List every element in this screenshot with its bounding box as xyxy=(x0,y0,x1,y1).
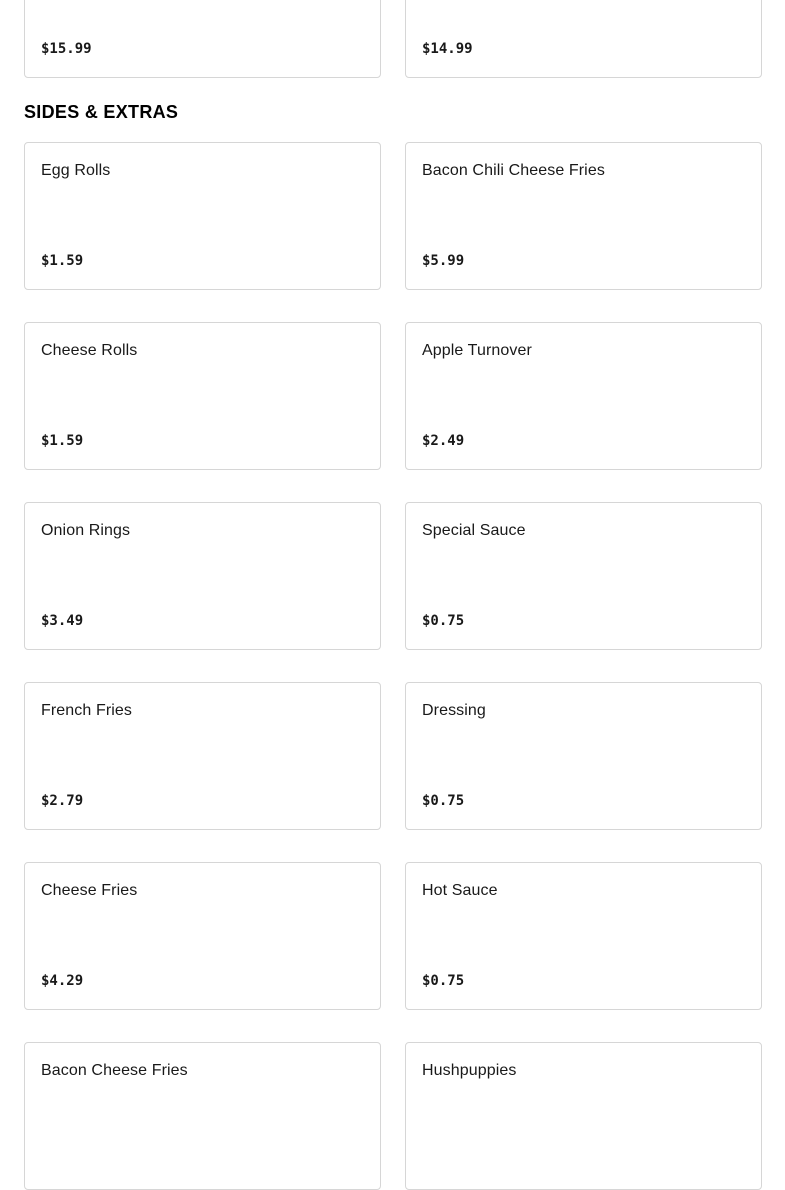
menu-item-price: $1.59 xyxy=(41,433,84,449)
menu-item-name: Dressing xyxy=(422,702,486,719)
menu-item-card[interactable] xyxy=(24,142,381,290)
menu-item-card[interactable] xyxy=(405,1042,762,1190)
section-title: SIDES & EXTRAS xyxy=(24,102,179,122)
menu-item-price: $4.29 xyxy=(41,973,84,989)
menu-item-price: $0.75 xyxy=(422,613,465,629)
menu-item-price: $1.59 xyxy=(41,253,84,269)
menu-item-name: Bacon Cheese Fries xyxy=(41,1062,188,1079)
menu-item-price: $2.79 xyxy=(41,793,84,809)
menu-item-price: $5.99 xyxy=(422,253,465,269)
menu-item-name: Cheese Fries xyxy=(41,882,138,899)
menu-item-card[interactable] xyxy=(405,0,762,78)
menu-item-name: Cheese Rolls xyxy=(41,342,138,359)
menu-item-name: Apple Turnover xyxy=(422,342,532,359)
menu-item-card[interactable] xyxy=(24,0,381,78)
menu-item-card[interactable] xyxy=(24,502,381,650)
menu-item-card[interactable] xyxy=(24,682,381,830)
menu-item-name: French Fries xyxy=(41,702,132,719)
menu-item-price: $0.75 xyxy=(422,973,465,989)
menu-item-name: Egg Rolls xyxy=(41,162,111,179)
menu-item-price: $2.49 xyxy=(422,433,465,449)
menu-item-card[interactable] xyxy=(405,862,762,1010)
menu-item-card[interactable] xyxy=(405,142,762,290)
menu-item-card[interactable] xyxy=(24,322,381,470)
menu-item-price: $15.99 xyxy=(41,41,92,57)
menu-item-name: Special Sauce xyxy=(422,522,526,539)
menu-item-card[interactable] xyxy=(24,862,381,1010)
menu-item-card[interactable] xyxy=(405,682,762,830)
menu-item-name: Hot Sauce xyxy=(422,882,498,899)
menu-item-name: Bacon Chili Cheese Fries xyxy=(422,162,605,179)
menu-item-card[interactable] xyxy=(24,1042,381,1190)
menu-item-name: Onion Rings xyxy=(41,522,131,539)
menu-item-price: $14.99 xyxy=(422,41,473,57)
menu-item-card[interactable] xyxy=(405,502,762,650)
menu-item-price: $3.49 xyxy=(41,613,84,629)
menu-item-price: $0.75 xyxy=(422,793,465,809)
menu-item-name: Hushpuppies xyxy=(422,1062,517,1079)
menu-item-card[interactable] xyxy=(405,322,762,470)
